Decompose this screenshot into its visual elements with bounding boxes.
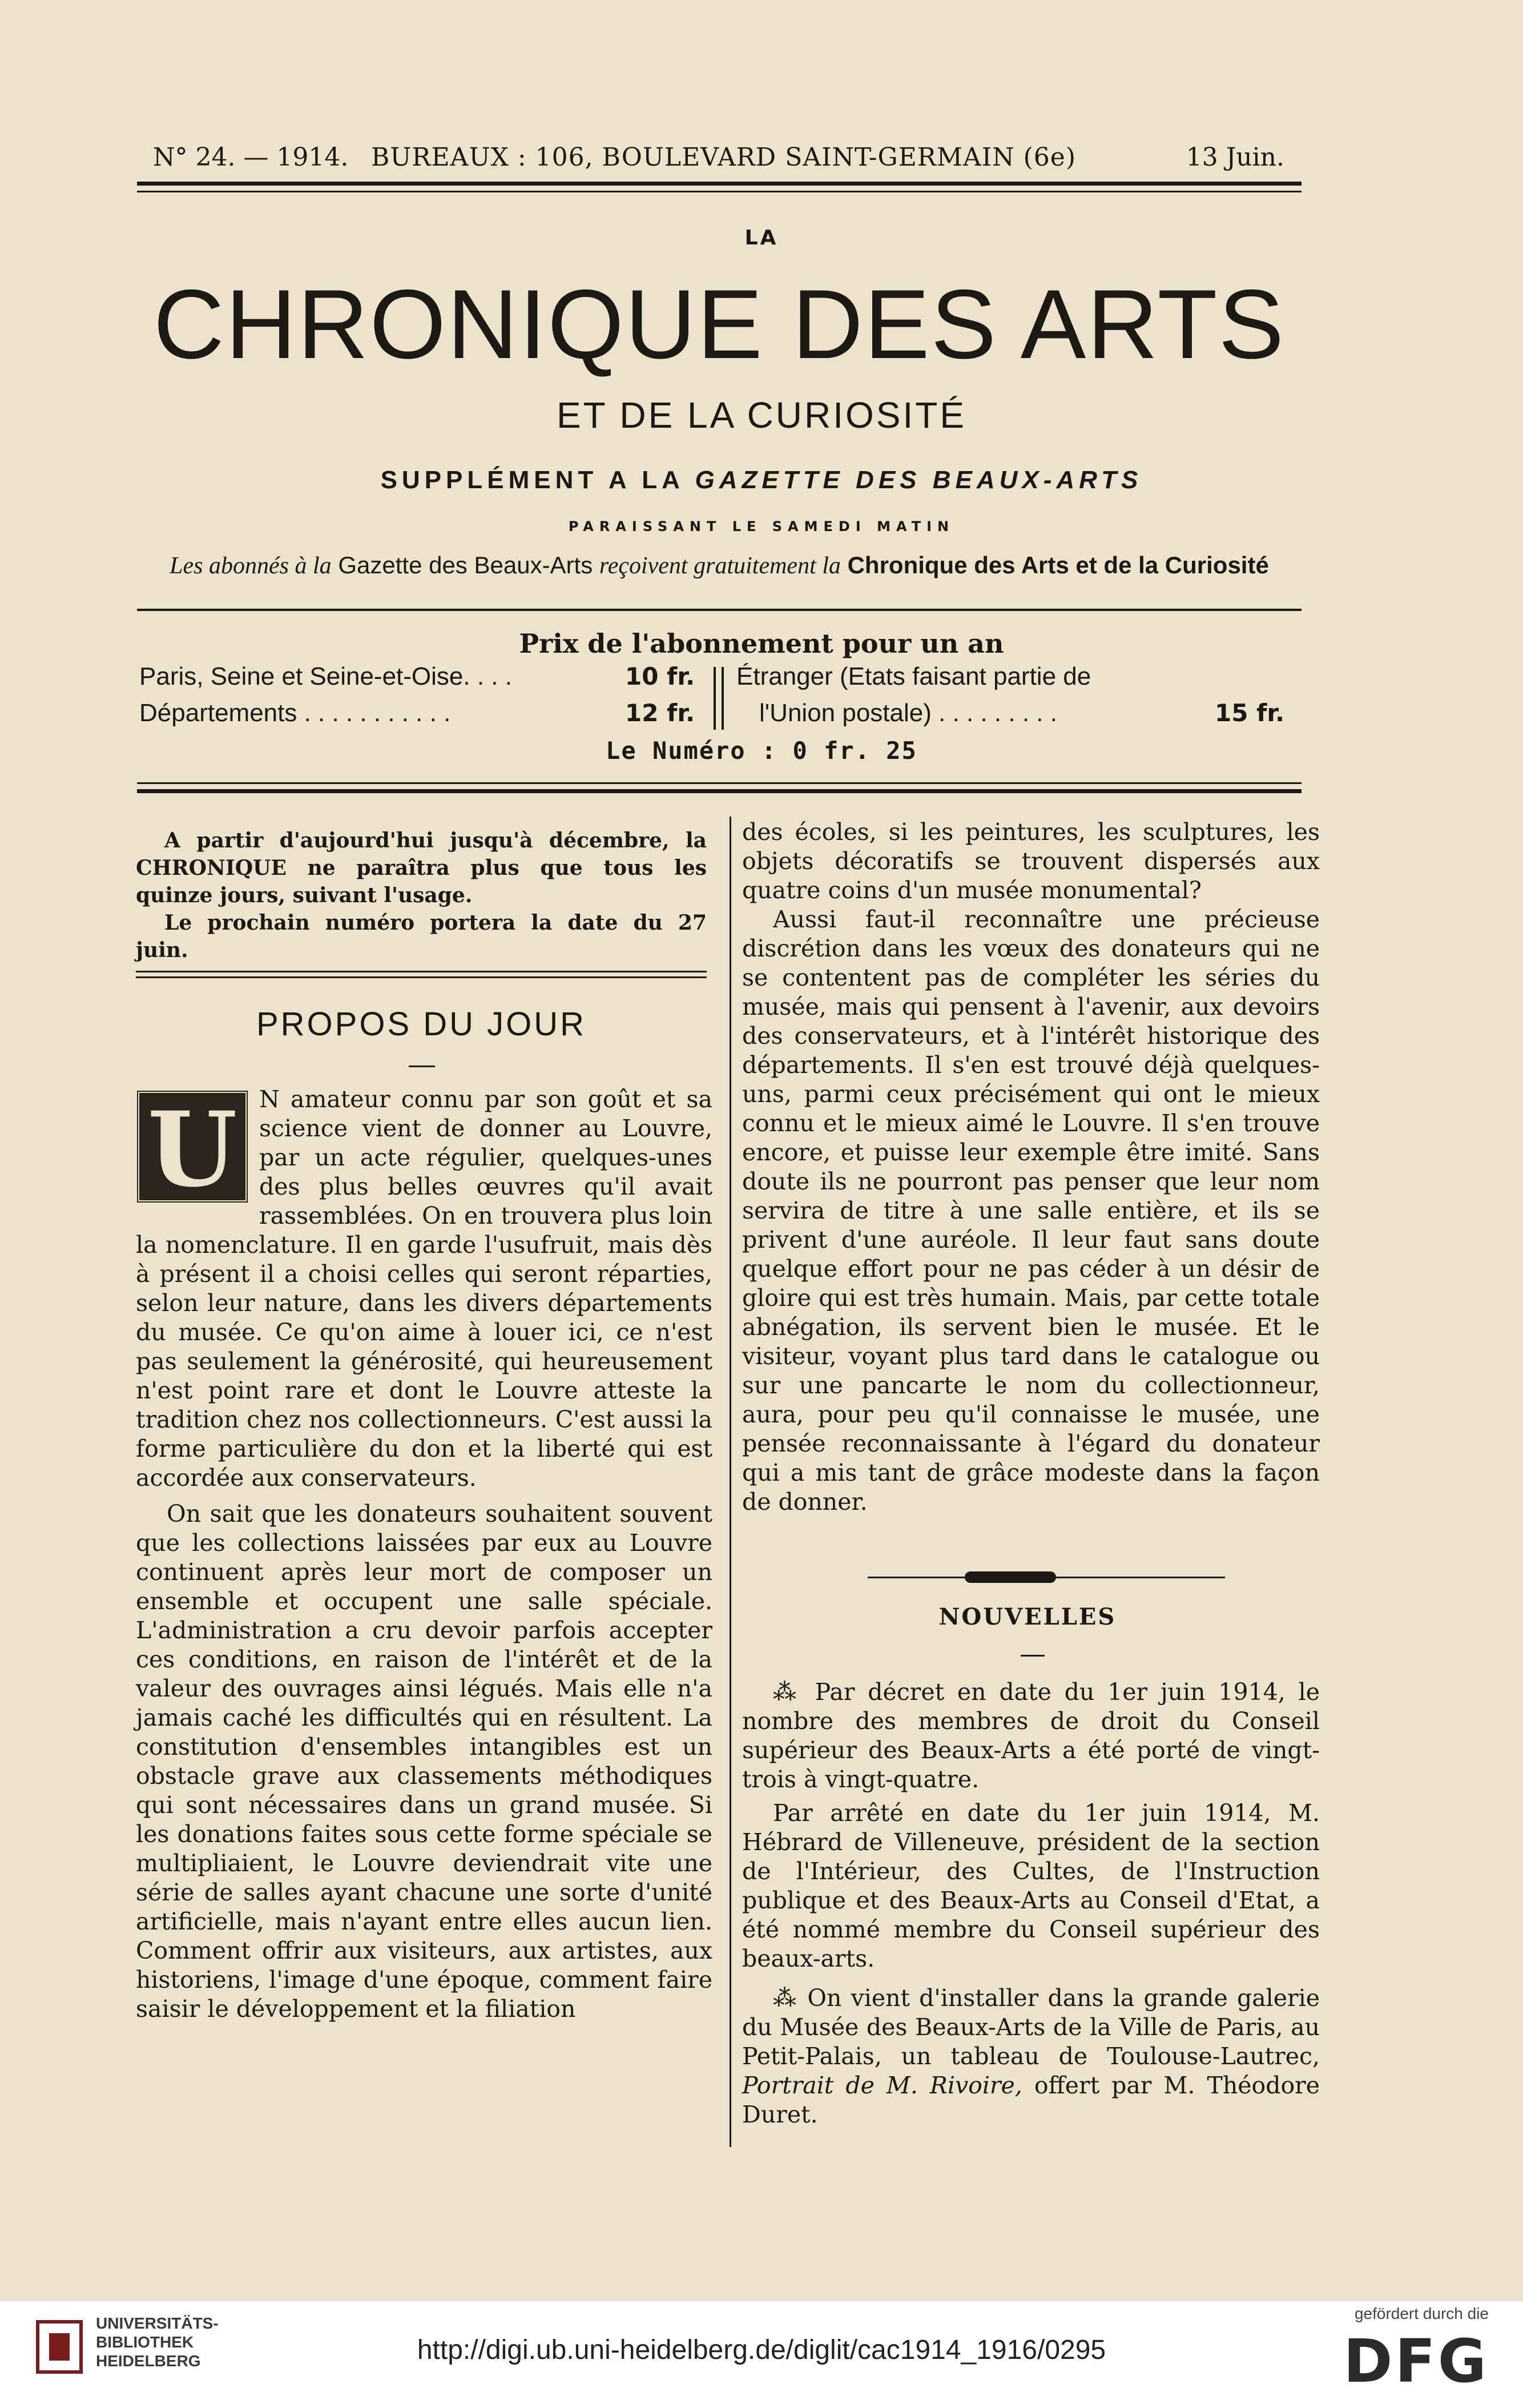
- notice-rule-2: [136, 976, 707, 978]
- funded-by-caption: gefördert durch die: [1354, 2305, 1489, 2322]
- nouvelles-paragraph-3: [742, 1984, 1320, 2129]
- supplement-gazette: GAZETTE DES BEAUX-ARTS: [695, 466, 1143, 494]
- nouvelles-paragraph-1: ⁂ Par décret en date du 1er juin 1914, le nombre des membres de droit du Conseil supérieur des Beaux-Arts a été porté de vingt-trois à vingt-quatre.: [742, 1678, 1320, 1793]
- propos-column-right: [742, 818, 1320, 1517]
- university-line-2: BIBLIOTHEK: [96, 2333, 194, 2351]
- abonnes-line: [137, 552, 1302, 580]
- nouvelles-column: [742, 1678, 1320, 2129]
- masthead-subtitle: ET DE LA CURIOSITÉ: [556, 395, 967, 436]
- header-rule-thin: [137, 191, 1302, 192]
- abonnes-part-3: reçoivent gratuitement la: [599, 553, 841, 579]
- supplement-prefix: SUPPLÉMENT A LA: [380, 466, 684, 494]
- header-rule-thick: [137, 182, 1302, 186]
- abonnes-part-2: Gazette des Beaux-Arts: [338, 552, 593, 578]
- abonnes-part-4: Chronique des Arts et de la Curiosité: [847, 552, 1269, 578]
- price-union-label: l'Union postale) . . . . . . . . .: [759, 699, 1057, 727]
- publication-notice: [136, 827, 707, 964]
- propos-heading: PROPOS DU JOUR: [256, 1006, 587, 1043]
- abonnes-part-1: Les abonnés à la: [170, 553, 332, 579]
- bureaux-address: BUREAUX : 106, BOULEVARD SAINT-GERMAIN (6e): [371, 143, 1076, 172]
- prices-rule-thick: [137, 789, 1302, 793]
- price-divider-left: [714, 667, 716, 730]
- propos-dash: [409, 1066, 435, 1067]
- numero-price: Le Numéro : 0 fr. 25: [606, 737, 917, 765]
- source-url-link[interactable]: http://digi.ub.uni-heidelberg.de/diglit/cac1914_1916/0295: [417, 2335, 1106, 2365]
- nouvelles-paragraph-3-end: offert par M. Théodore Duret.: [742, 2072, 1320, 2128]
- masthead-title: CHRONIQUE DES ARTS: [153, 270, 1286, 379]
- dropcap-letter: U: [136, 1090, 249, 1204]
- propos-column-left: [136, 1085, 712, 2024]
- masthead-la: LA: [744, 226, 779, 250]
- university-line-3: HEIDELBERG: [96, 2352, 201, 2370]
- prix-title: Prix de l'abonnement pour un an: [519, 628, 1004, 659]
- price-etranger-amount: 15 fr.: [1215, 699, 1285, 727]
- propos-paragraph-2: On sait que les donateurs souhaitent souvent que les collections laissées par eux au Louvre continuent après leur mort de composer un ensemble et occupent une salle spéciale. L'administration a cru devoir parfois accepter ces conditions, en raison de l'intérêt et de la valeur des ouvrages ainsi légués. Mais elle n'a jamais caché les difficultés qui en résultent. La constitution d'ensembles intangibles est un obstacle grave aux classements méthodiques qui sont nécessaires dans un grand musée. Si les donations faites sous cette forme spéciale se multipliaient, le Louvre deviendrait vite une série de salles ayant chacune une sorte d'unité artificielle, mais n'ayant entre elles aucun lien. Comment offrir aux visiteurs, aux artistes, aux historiens, l'image d'une époque, comment faire saisir le développement et la filiation: [136, 1500, 712, 2023]
- ornament-flourish: [965, 1571, 1056, 1583]
- propos-paragraph-3: des écoles, si les peintures, les sculptures, les objets décoratifs se trouvent dispersés aux quatre coins d'un musée monumental?: [742, 818, 1320, 904]
- price-divider-right: [722, 667, 724, 730]
- notice-paragraph-2: Le prochain numéro portera la date du 27 juin.: [136, 911, 707, 962]
- supplement-line: [0, 466, 1523, 495]
- nouvelles-heading: NOUVELLES: [938, 1603, 1117, 1630]
- nouvelles-paragraph-2: Par arrêté en date du 1er juin 1914, M. Hébrard de Villeneuve, président de la section de l'Intérieur, des Cultes, de l'Instruction publique et des Beaux-Arts au Conseil d'Etat, a été nommé membre du Conseil supérieur des beaux-arts.: [742, 1799, 1320, 1972]
- masthead-rule: [137, 609, 1302, 611]
- dfg-logo: DFG: [1343, 2326, 1489, 2396]
- price-departements-amount: 12 fr.: [625, 699, 695, 727]
- nouvelles-dash: [1021, 1655, 1045, 1657]
- paraissant-line: PARAISSANT LE SAMEDI MATIN: [568, 518, 955, 534]
- propos-paragraph-1: [136, 1085, 712, 1493]
- price-paris-label: Paris, Seine et Seine-et-Oise. . . .: [139, 662, 512, 690]
- notice-paragraph-1: A partir d'aujourd'hui jusqu'à décembre, la CHRONIQUE ne paraîtra plus que tous les quinze jours, suivant l'usage.: [136, 829, 707, 907]
- propos-paragraph-4: Aussi faut-il reconnaître une précieuse discrétion dans les vœux des donateurs qui ne se contentent pas de compléter les séries du musée, mais qui pensent à l'avenir, aux devoirs des conservateurs, et à l'intérêt historique des départements. Il s'en est trouvé déjà quelques-uns, parmi ceux précisément qui ont le mieux connu et le mieux aimé le Louvre. Il s'en trouve encore, et puisse leur exemple être imité. Sans doute ils ne pourront pas penser que leur nom servira de titre à une salle entière, et ils se privent d'une auréole. Il leur faut sans doute quelque effort pour ne pas céder à un désir de gloire qui est très humain. Mais, par cette totale abnégation, ils servent bien le musée. Et le visiteur, voyant plus tard dans le catalogue ou sur une pancarte le nom du collectionneur, aura, pour peu qu'il connaisse le musée, une pensée reconnaissante à l'égard du donateur qui a mis tant de grâce modeste dans la façon de donner.: [742, 906, 1320, 1515]
- nouvelles-artwork-title: Portrait de M. Rivoire,: [742, 2072, 1022, 2099]
- issue-date: 13 Juin.: [1186, 143, 1284, 172]
- propos-paragraph-1-text: N amateur connu par son goût et sa science vient de donner au Louvre, par un acte régulier, quelques-unes des plus belles œuvres qu'il avait rassemblées. On en trouvera plus loin la nomenclature. Il en garde l'usufruit, mais dès à présent il a choisi celles qui seront réparties, selon leur nature, dans les divers départements du musée. Ce qu'on aime à louer ici, ce n'est pas seulement la générosité, qui heureusement n'est point rare et dont le Louvre atteste la tradition chez nos collectionneurs. C'est aussi la forme particulière du don et la liberté qui est accordée aux conservateurs.: [136, 1086, 712, 1492]
- price-etranger-label: Étranger (Etats faisant partie de: [736, 662, 1091, 690]
- prices-rule-thin: [137, 782, 1302, 784]
- column-divider: [730, 817, 731, 2147]
- notice-rule-1: [136, 971, 707, 972]
- nouvelles-paragraph-3-start: ⁂ On vient d'installer dans la grande galerie du Musée des Beaux-Arts de la Ville de Paris, au Petit-Palais, un tableau de Toulouse-Lautrec,: [742, 1984, 1320, 2070]
- price-paris-amount: 10 fr.: [625, 662, 695, 690]
- issue-number: N° 24. — 1914.: [153, 143, 349, 172]
- university-line-1: UNIVERSITÄTS-: [96, 2314, 219, 2332]
- price-departements-label: Départements . . . . . . . . . . .: [139, 699, 451, 727]
